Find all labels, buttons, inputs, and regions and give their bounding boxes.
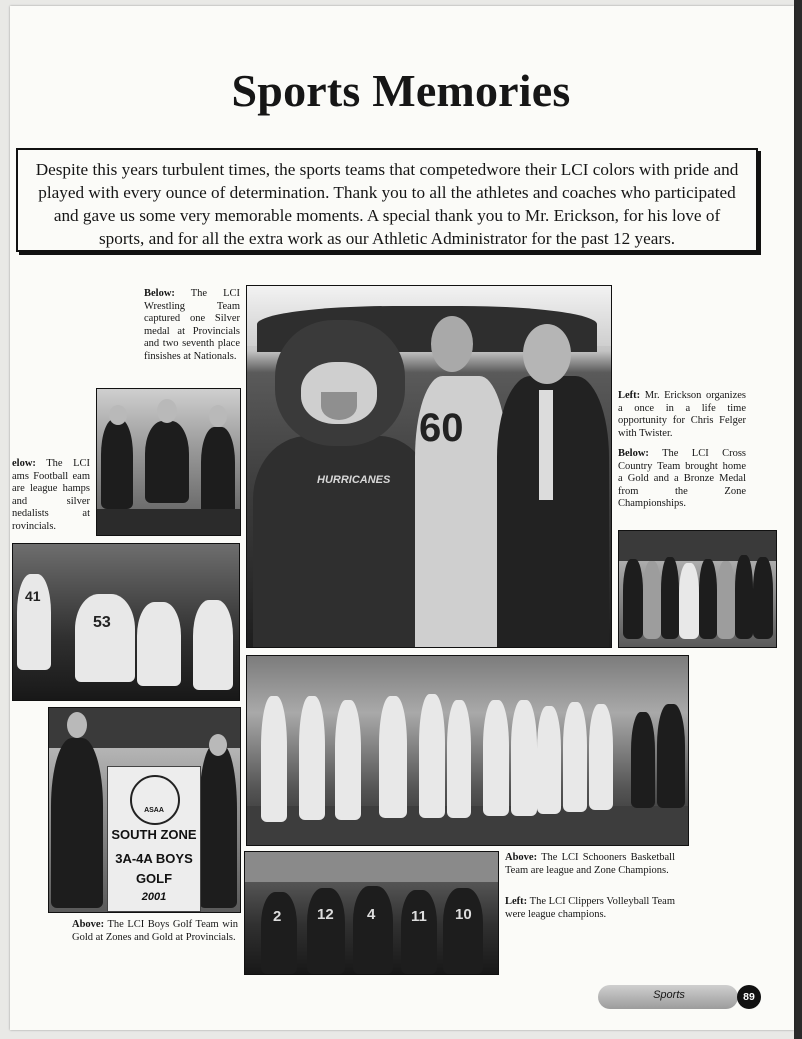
jersey-number: 4 (367, 906, 376, 923)
jersey-number: 41 (25, 588, 41, 604)
jersey-number: 10 (455, 906, 472, 923)
runner-figure (679, 563, 699, 639)
photo-wrestling-team (96, 388, 241, 536)
player-figure (443, 888, 483, 974)
banner-zone: SOUTH ZONE (111, 827, 197, 842)
player-figure (193, 600, 233, 690)
player-figure (401, 890, 437, 974)
wrestler-head (109, 405, 127, 425)
jersey-number: 53 (93, 614, 111, 631)
mascot-tongue (321, 392, 357, 420)
caption-lead: Below: (144, 288, 175, 299)
golfer-figure (51, 738, 103, 908)
wrestler-head (157, 399, 177, 423)
runner-figure (661, 557, 679, 639)
caption-body: The LCI Clippers Volleyball Team were league champions. (505, 896, 675, 920)
banner-sport: GOLF (135, 871, 173, 886)
caption-body: The LCI Wrestling Team captured one Silver medal at Provincials and two seventh place finsishes at Nationals. (144, 288, 240, 362)
caption-body: Mr. Erickson organizes a once in a life time opportunity for Chris Felger with Twister. (618, 390, 746, 439)
wrestler-head (209, 405, 227, 427)
caption-lead: elow: (12, 458, 36, 469)
page-number: 89 (737, 985, 761, 1009)
caption-lead: Below: (618, 448, 649, 459)
player-figure (379, 696, 407, 818)
caption-lead: Left: (618, 390, 641, 401)
caption-football (12, 458, 90, 534)
page-title: Sports Memories (231, 65, 571, 116)
mascot-body (253, 436, 433, 647)
photo-golf-team (48, 707, 241, 913)
caption-wrestling (144, 288, 240, 364)
caption-golf (72, 919, 238, 944)
banner-org: ASAA (144, 807, 164, 814)
player-figure (299, 696, 325, 820)
player-figure (511, 700, 537, 816)
runner-figure (643, 561, 661, 639)
player-figure (307, 888, 345, 974)
player-figure (419, 694, 445, 818)
jersey-number: 2 (273, 908, 282, 925)
runner-figure (623, 559, 643, 639)
runner-figure (753, 557, 773, 639)
mascot-shirt-text: HURRICANES (317, 474, 391, 486)
intro-text: Despite this years turbulent times, the sports teams that competedwore their LCI colors with pride and played with every ounce of determination. Thank you to all the athletes and coaches who participated and gave us some very memorable moments. A special thank you to Mr. Erickson, for his love of sports, and for all the extra work as our Athletic Administrator for the past 12 years. (35, 160, 739, 248)
caption-body: The LCI Cross Country Team brought home a Gold and a Bronze Medal from the Zone Championships. (618, 448, 746, 510)
caption-body: The LCI Schooners Basketball Team are league and Zone Champions. (505, 852, 675, 876)
caption-lead: Above: (505, 852, 538, 863)
bleachers (245, 852, 498, 882)
photo-mascot-erickson (246, 285, 612, 648)
caption-lead: Left: (505, 896, 528, 907)
player-figure (589, 704, 613, 810)
caption-body: The LCI Boys Golf Team win Gold at Zones and Gold at Provincials. (72, 919, 238, 943)
photo-football-team (12, 543, 240, 701)
player-figure (353, 886, 393, 974)
player-figure (335, 700, 361, 820)
caption-lead: Above: (72, 919, 105, 930)
wrestler-figure (101, 419, 133, 509)
erickson-head (523, 324, 571, 384)
golfer-head (67, 712, 87, 738)
player-head (431, 316, 473, 372)
intro-box (16, 148, 758, 252)
photo-volleyball-team (244, 851, 499, 975)
golfer-figure (199, 744, 237, 908)
photo-cross-country-team (618, 530, 777, 648)
runner-figure (735, 555, 753, 639)
jersey-number: 11 (411, 908, 427, 925)
coach-figure (657, 704, 685, 808)
erickson-shirt (539, 390, 553, 500)
player-figure (261, 696, 287, 822)
wrestling-mat (97, 509, 240, 535)
runner-figure (699, 559, 717, 639)
golfer-head (209, 734, 227, 756)
player-figure (261, 892, 297, 974)
erickson-figure (497, 376, 609, 647)
player-figure (483, 700, 509, 816)
player-figure (137, 602, 181, 686)
coach-figure (631, 712, 655, 808)
wrestler-figure (145, 421, 189, 503)
caption-basketball (505, 852, 675, 877)
caption-volleyball (505, 896, 675, 921)
caption-erickson (618, 390, 746, 440)
photo-basketball-team (246, 655, 689, 846)
player-figure (447, 700, 471, 818)
jersey-number: 60 (419, 406, 464, 450)
scan-edge (794, 0, 802, 1039)
asaa-logo (130, 775, 180, 825)
wrestler-figure (201, 427, 235, 515)
player-figure (75, 594, 135, 682)
caption-cross-country (618, 448, 746, 511)
caption-body: The LCI ams Football eam are league hamps and silver nedalists at rovincials. (12, 458, 90, 532)
jersey-number: 12 (317, 906, 334, 923)
runner-figure (717, 561, 735, 639)
banner-division: 3A-4A BOYS (115, 851, 193, 866)
player-figure (537, 706, 561, 814)
trees (619, 531, 776, 561)
player-figure (563, 702, 587, 812)
section-label: Sports (653, 989, 685, 1001)
banner-year: 2001 (141, 891, 167, 903)
zone-banner (107, 766, 201, 912)
